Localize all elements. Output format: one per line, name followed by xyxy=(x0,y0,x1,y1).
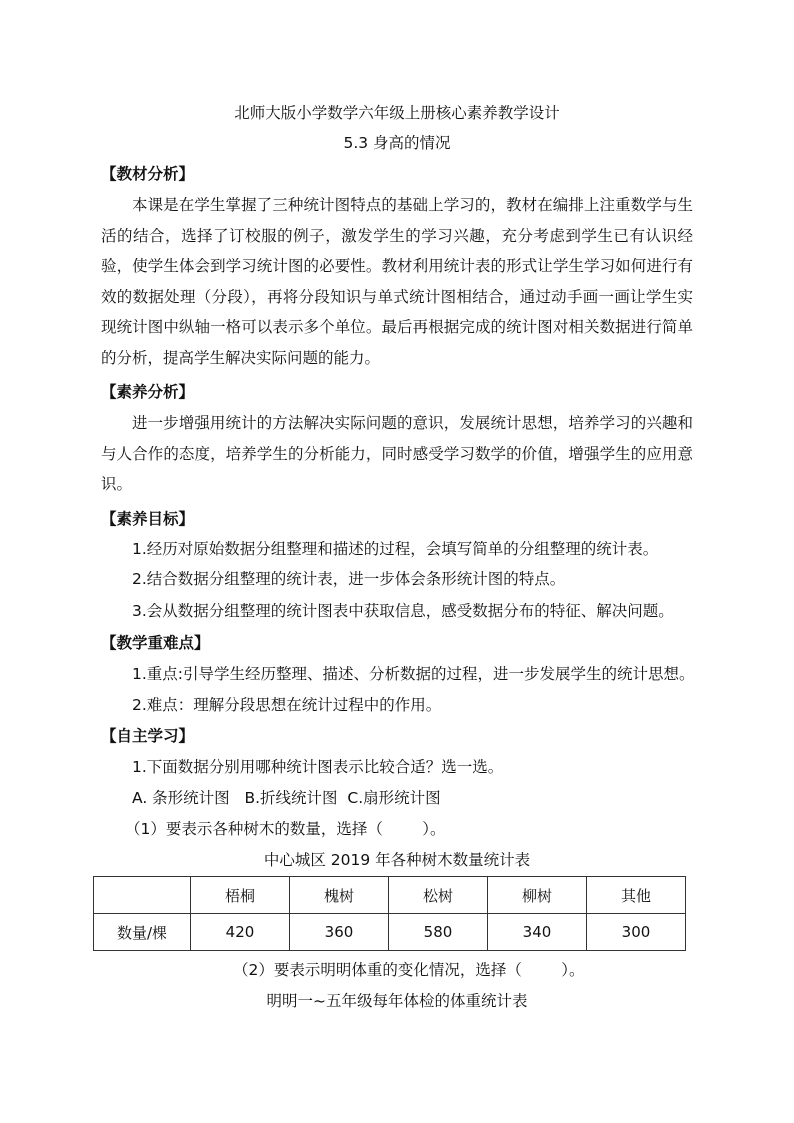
textbook-analysis-body: 本课是在学生掌握了三种统计图特点的基础上学习的，教材在编排上注重数学与生活的结合，选择了订校服的例子，激发学生的学习兴趣，充分考虑到学生已有认识经验，使学生体会到学习统计图的必要性。教材利用统计表的形式让学生学习如何进行有效的数据处理（分段），再将分段知识与单式统计图相结合，通过动手画一画让学生实现统计图中纵轴一格可以表示多个单位。最后再根据完成的统计图对相关数据进行简单的分析，提高学生解决实际问题的能力。 xyxy=(101,196,693,367)
goal-item: 1.经历对原始数据分组整理和描述的过程，会填写简单的分组整理的统计表。 xyxy=(132,540,659,558)
tree-count-table xyxy=(93,876,686,951)
heading-literacy-analysis: 【素养分析】 xyxy=(101,383,195,401)
heading-textbook-analysis: 【教材分析】 xyxy=(101,165,195,183)
answer-options: A. 条形统计图 B.折线统计图 C.扇形统计图 xyxy=(132,789,441,807)
table-header-cell: 槐树 xyxy=(290,877,389,914)
table-header-cell: 其他 xyxy=(587,877,686,914)
sub-question-1: （1）要表示各种树木的数量，选择（ ）。 xyxy=(125,820,446,838)
table-cell: 360 xyxy=(290,914,389,951)
table-header-cell xyxy=(94,877,191,914)
table-row-label: 数量/棵 xyxy=(94,914,191,951)
lesson-title: 5.3 身高的情况 xyxy=(343,134,451,152)
goal-item: 3.会从数据分组整理的统计图表中获取信息，感受数据分布的特征、解决问题。 xyxy=(132,602,674,620)
heading-key-points: 【教学重难点】 xyxy=(101,634,210,652)
table-header-cell: 柳树 xyxy=(488,877,587,914)
doc-title: 北师大版小学数学六年级上册核心素养教学设计 xyxy=(234,104,560,122)
key-point-item: 1.重点:引导学生经历整理、描述、分析数据的过程，进一步发展学生的统计思想。 xyxy=(132,665,695,683)
heading-self-study: 【自主学习】 xyxy=(101,727,195,745)
heading-literacy-goals: 【素养目标】 xyxy=(101,510,195,528)
goal-item: 2.结合数据分组整理的统计表，进一步体会条形统计图的特点。 xyxy=(132,570,566,588)
table-row xyxy=(94,914,686,951)
table-header-row xyxy=(94,877,686,914)
sub-question-2: （2）要表示明明体重的变化情况，选择（ ）。 xyxy=(233,961,585,979)
table-cell: 300 xyxy=(587,914,686,951)
table-cell: 580 xyxy=(389,914,488,951)
table-header-cell: 松树 xyxy=(389,877,488,914)
table-cell: 340 xyxy=(488,914,587,951)
table-header-cell: 梧桐 xyxy=(191,877,290,914)
table-title: 中心城区 2019 年各种树木数量统计表 xyxy=(263,851,531,869)
table-cell: 420 xyxy=(191,914,290,951)
literacy-analysis-body: 进一步增强用统计的方法解决实际问题的意识，发展统计思想，培养学习的兴趣和与人合作的态度，培养学生的分析能力，同时感受学习数学的价值，增强学生的应用意识。 xyxy=(101,414,693,493)
table2-title: 明明一~五年级每年体检的体重统计表 xyxy=(266,992,528,1010)
key-point-item: 2.难点：理解分段思想在统计过程中的作用。 xyxy=(132,696,442,714)
question-1: 1.下面数据分别用哪种统计图表示比较合适？选一选。 xyxy=(132,758,504,776)
